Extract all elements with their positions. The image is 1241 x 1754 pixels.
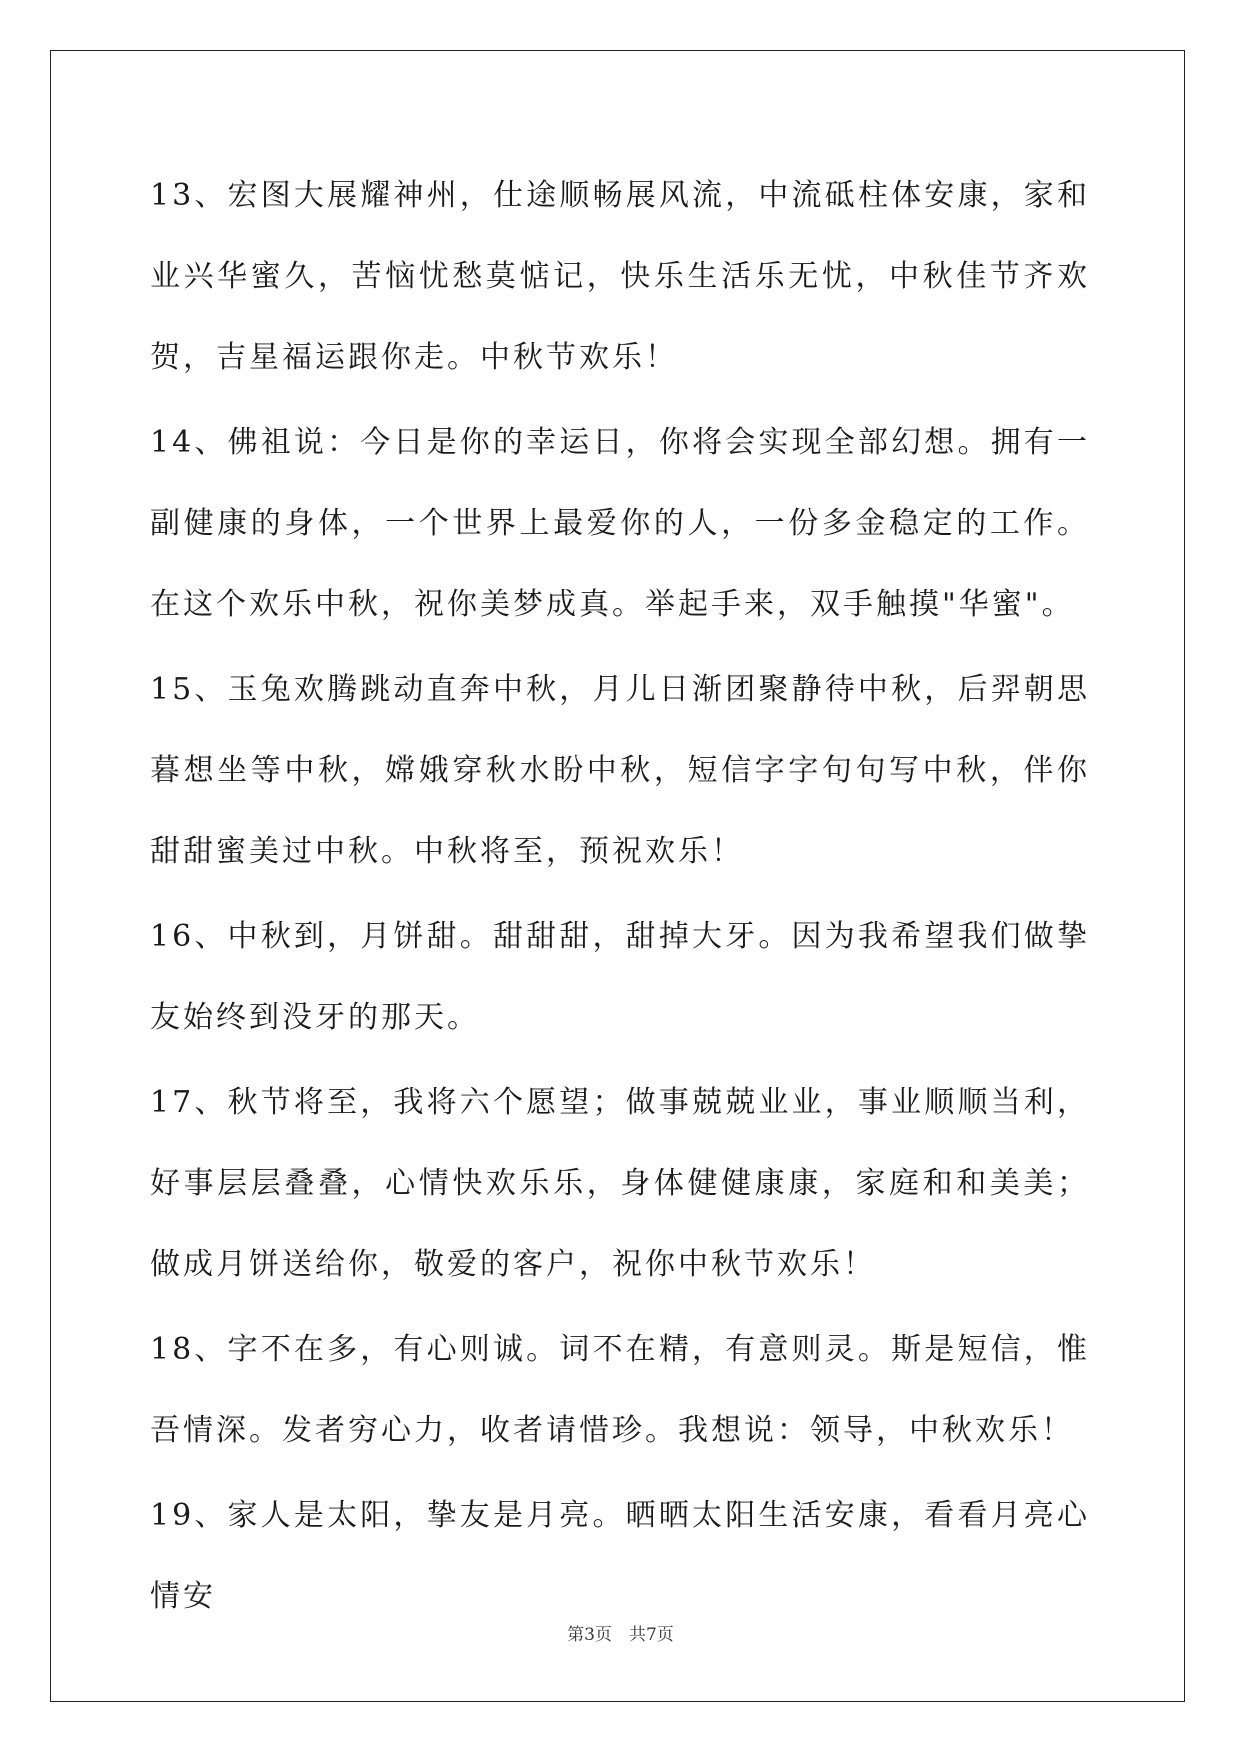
- paragraph-16: 16、中秋到，月饼甜。甜甜甜，甜掉大牙。因为我希望我们做挚友始终到没牙的那天。: [150, 919, 1090, 1035]
- document-body: [150, 155, 1090, 1641]
- paragraph-18: 18、字不在多，有心则诚。词不在精，有意则灵。斯是短信，惟吾情深。发者穷心力，收者请惜珍。我想说：领导，中秋欢乐！: [150, 1332, 1090, 1448]
- paragraph-17: 17、秋节将至，我将六个愿望；做事兢兢业业，事业顺顺当利，好事层层叠叠，心情快欢乐乐，身体健健康康，家庭和和美美；做成月饼送给你，敬爱的客户，祝你中秋节欢乐！: [150, 1085, 1090, 1282]
- paragraph-19: 19、家人是太阳，挚友是月亮。晒晒太阳生活安康，看看月亮心情安: [150, 1498, 1090, 1614]
- paragraph-13: 13、宏图大展耀神州，仕途顺畅展风流，中流砥柱体安康，家和业兴华蜜久，苦恼忧愁莫惦记，快乐生活乐无忧，中秋佳节齐欢贺，吉星福运跟你走。中秋节欢乐！: [150, 178, 1090, 375]
- paragraph-15: 15、玉兔欢腾跳动直奔中秋，月儿日渐团聚静待中秋，后羿朝思暮想坐等中秋，嫦娥穿秋水盼中秋，短信字字句句写中秋，伴你甜甜蜜美过中秋。中秋将至，预祝欢乐！: [150, 672, 1090, 869]
- paragraph-14: 14、佛祖说：今日是你的幸运日，你将会实现全部幻想。拥有一副健康的身体，一个世界上最爱你的人，一份多金稳定的工作。在这个欢乐中秋，祝你美梦成真。举起手来，双手触摸"华蜜"。: [150, 425, 1090, 622]
- page-number-footer: 第3页 共7页: [567, 1625, 674, 1645]
